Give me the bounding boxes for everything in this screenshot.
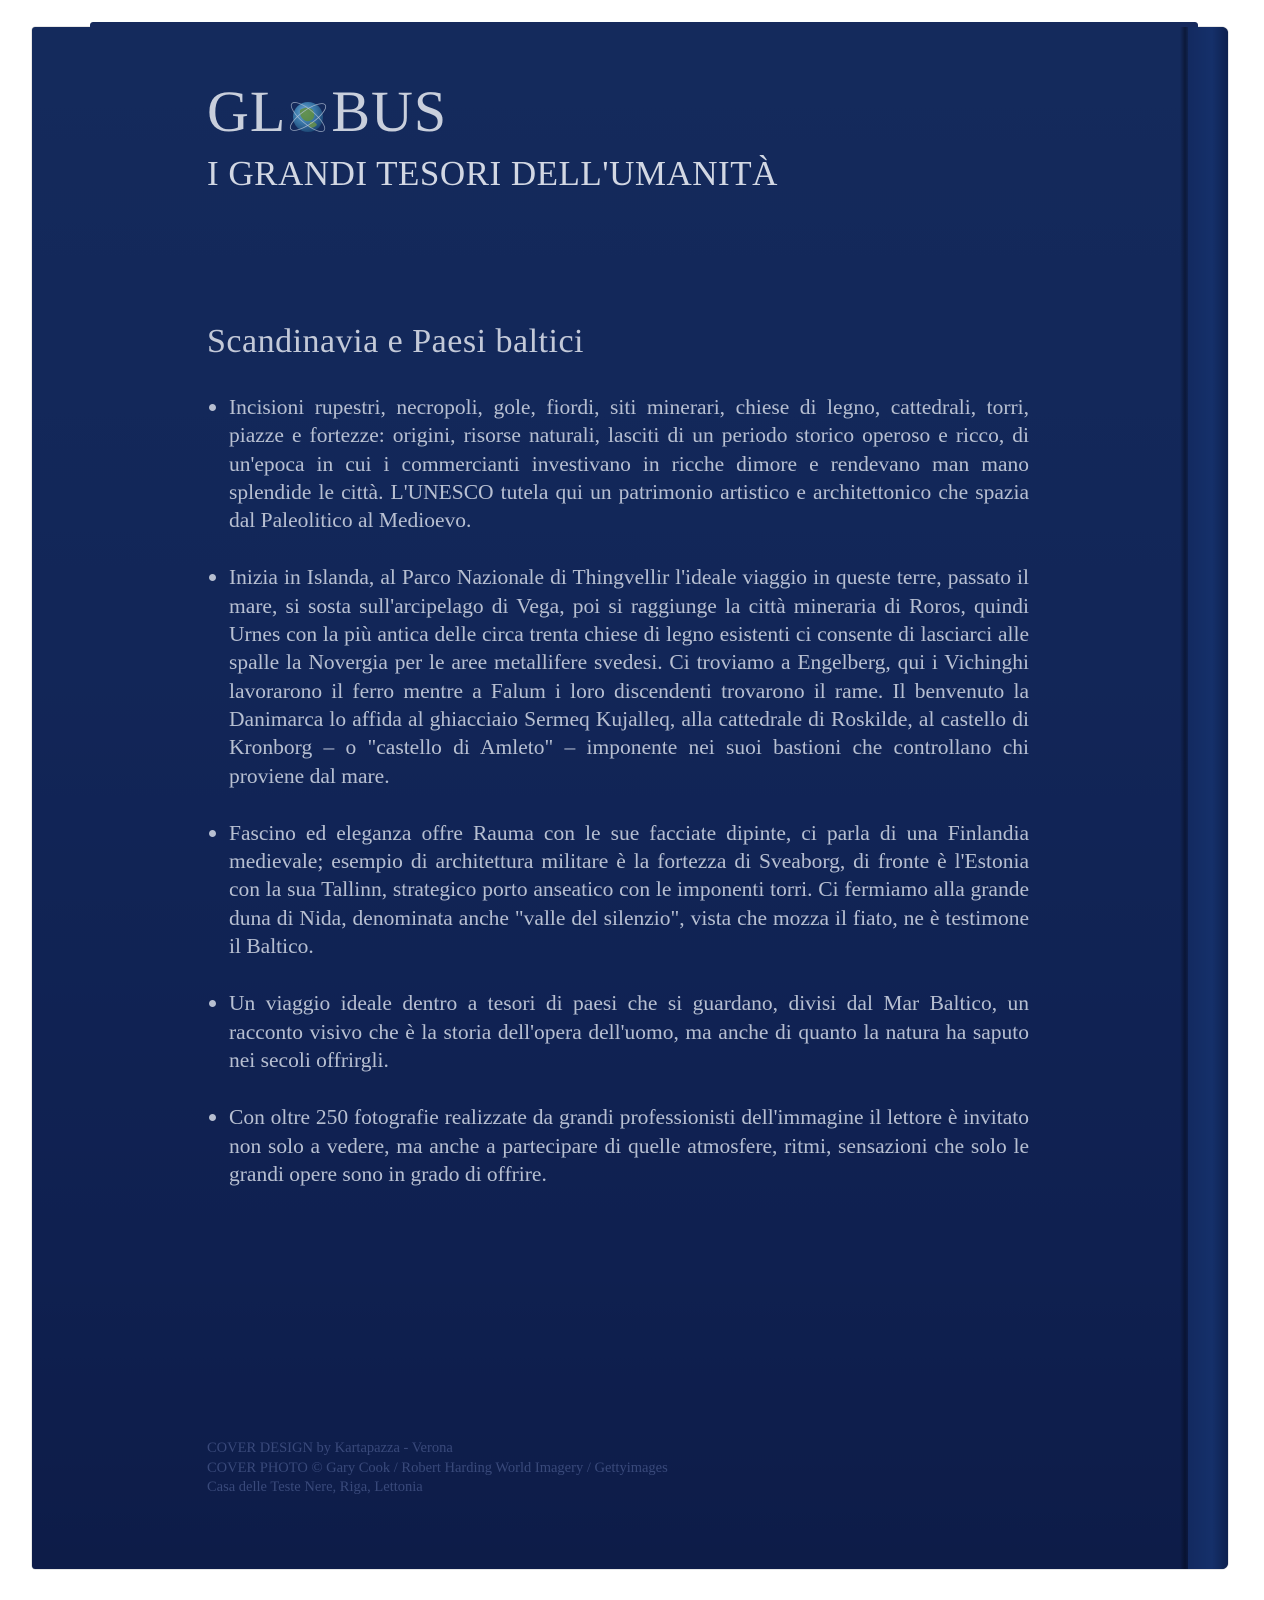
globe-icon xyxy=(286,90,330,134)
description-item xyxy=(207,563,1029,789)
description-text: Inizia in Islanda, al Parco Nazionale di Thingvellir l'ideale viaggio in queste terre, passato il mare, si sosta sull'arcipelago di Vega, poi si raggiunge la città mineraria di Roros, quindi Urnes con la più antica delle circa trenta chiese di legno esistenti ci consente di lasciarci alle spalle la Novergia per le aree metallifere svedesi. Ci troviamo a Engelberg, qui i Vichinghi lavorarono il ferro mentre a Falum i loro discendenti trovarono il rame. Il benvenuto la Danimarca lo affida al ghiacciaio Sermeq Kujalleq, alla cattedrale di Roskilde, al castello di Kronborg – o "castello di Amleto" – imponente nei suoi bastioni che controllano chi proviene dal mare. xyxy=(229,565,1029,788)
cover-design-credit: COVER DESIGN by Kartapazza - Verona xyxy=(207,1440,453,1456)
photo-caption: Casa delle Teste Nere, Riga, Lettonia xyxy=(207,1479,423,1495)
bullet-dot-icon xyxy=(209,404,216,411)
description-text: Un viaggio ideale dentro a tesori di paesi che si guardano, divisi dal Mar Baltico, un racconto visivo che è la storia dell'opera dell'uomo, ma anche di quanto la natura ha saputo nei secoli offrirgli. xyxy=(229,991,1029,1072)
bullet-dot-icon xyxy=(209,1114,216,1121)
spine-edge xyxy=(1188,27,1228,1569)
book-back-cover xyxy=(32,27,1228,1569)
description-item xyxy=(207,819,1029,960)
logo-suffix: BUS xyxy=(331,79,448,144)
bullet-dot-icon xyxy=(209,830,216,837)
description-text: Incisioni rupestri, necropoli, gole, fiordi, siti minerari, chiese di legno, cattedrali, torri, piazze e fortezze: origini, risorse naturali, lasciti di un periodo storico operoso e ricco, di un'epoca in cui i commercianti investivano in ricche dimore e rendevano man mano splendide le città. L'UNESCO tutela qui un patrimonio artistico e architettonico che spazia dal Paleolitico al Medioevo. xyxy=(229,395,1029,533)
book-title: Scandinavia e Paesi baltici xyxy=(207,323,584,360)
description-item xyxy=(207,1103,1029,1188)
description-item xyxy=(207,989,1029,1074)
description-item xyxy=(207,393,1029,534)
globus-logo xyxy=(207,79,448,144)
description-text: Con oltre 250 fotografie realizzate da grandi professionisti dell'immagine il lettore è invitato non solo a vedere, ma anche a partecipare di quelle atmosfere, ritmi, sensazioni che solo le grandi opere sono in grado di offrire. xyxy=(229,1105,1029,1186)
bullet-dot-icon xyxy=(209,1000,216,1007)
cover-photo-credit: COVER PHOTO © Gary Cook / Robert Harding World Imagery / Gettyimages xyxy=(207,1459,668,1476)
description-text: Fascino ed eleganza offre Rauma con le sue facciate dipinte, ci parla di una Finlandia medievale; esempio di architettura militare è la fortezza di Sveaborg, di fronte è l'Estonia con la sua Tallinn, strategico porto anseatico con le imponenti torri. Ci fermiamo alla grande duna di Nida, denominata anche "valle del silenzio", vista che mozza il fiato, ne è testimone il Baltico. xyxy=(229,820,1029,959)
bullet-dot-icon xyxy=(209,574,216,581)
series-title: I GRANDI TESORI DELL'UMANITÀ xyxy=(207,154,778,193)
cover-top-edge xyxy=(90,22,1198,30)
logo-prefix: GL xyxy=(207,79,287,144)
cover-credits xyxy=(207,1439,668,1498)
description-list xyxy=(207,393,1029,1217)
